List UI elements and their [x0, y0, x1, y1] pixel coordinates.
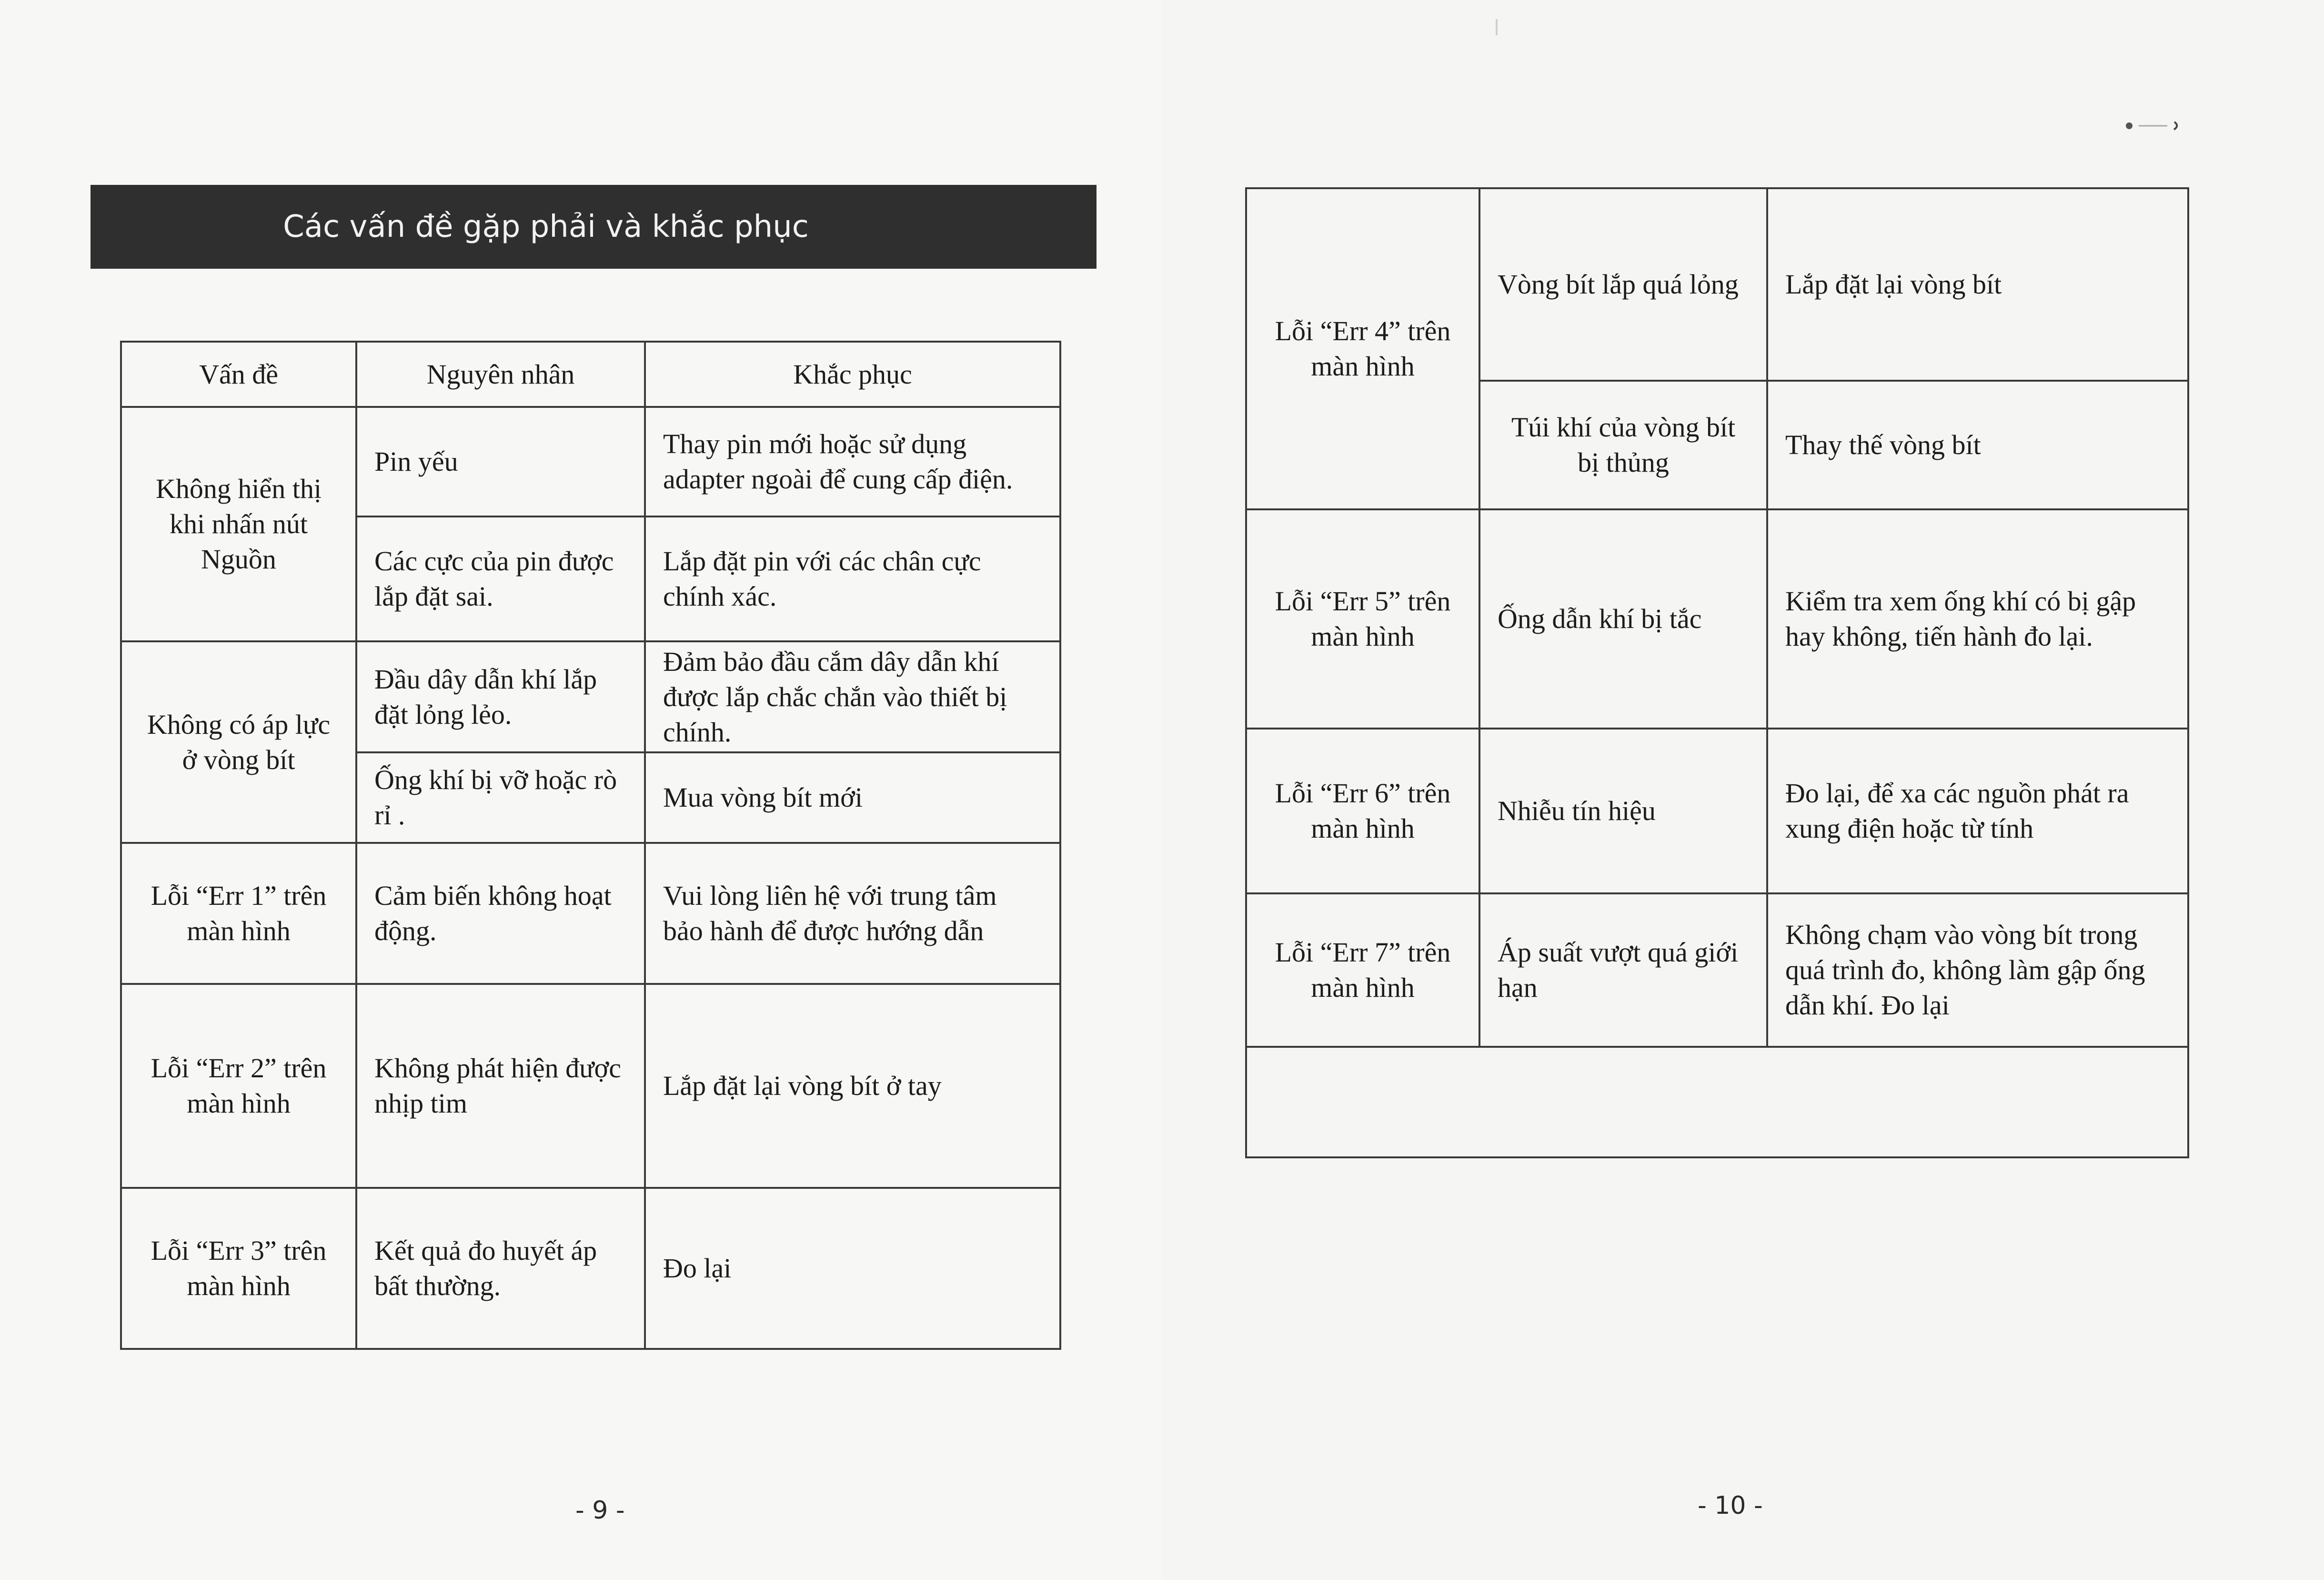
cause-cell: Nhiễu tín hiệu: [1479, 729, 1767, 893]
empty-row: [1246, 1047, 2188, 1157]
table-row: [121, 843, 1060, 984]
troubleshooting-table-right: [1245, 187, 2189, 1158]
cause-cell: Cảm biến không hoạt động.: [356, 843, 645, 984]
cause-cell: Không phát hiện được nhịp tim: [356, 984, 645, 1188]
table-row: [1246, 509, 2188, 729]
page-number-right: - 10 -: [1698, 1491, 1763, 1520]
fix-cell: Đo lại: [645, 1188, 1060, 1349]
column-header-problem: Vấn đề: [121, 342, 356, 407]
page-number-left: - 9 -: [575, 1496, 625, 1525]
cause-cell: Đầu dây dẫn khí lắp đặt lỏng lẻo.: [356, 641, 645, 752]
section-title: Các vấn đề gặp phải và khắc phục: [283, 209, 809, 244]
cause-cell: Ống khí bị vỡ hoặc rò rỉ .: [356, 752, 645, 843]
problem-cell: Không hiển thị khi nhấn nút Nguồn: [121, 407, 356, 641]
cause-cell: Vòng bít lắp quá lỏng: [1479, 188, 1767, 381]
column-header-cause: Nguyên nhân: [356, 342, 645, 407]
table-row: [1246, 729, 2188, 893]
fix-cell: Đảm bảo đầu cắm dây dẫn khí được lắp chắc chắn vào thiết bị chính.: [645, 641, 1060, 752]
table-row: [121, 984, 1060, 1188]
problem-cell: Lỗi “Err 5” trên màn hình: [1246, 509, 1479, 729]
fix-cell: Lắp đặt lại vòng bít ở tay: [645, 984, 1060, 1188]
problem-cell: Lỗi “Err 2” trên màn hình: [121, 984, 356, 1188]
table-header-row: [121, 342, 1060, 407]
fix-cell: Lắp đặt lại vòng bít: [1767, 188, 2188, 381]
fix-cell: Thay pin mới hoặc sử dụng adapter ngoài để cung cấp điện.: [645, 407, 1060, 517]
table-row: [1246, 893, 2188, 1047]
fix-cell: Kiểm tra xem ống khí có bị gập hay không, tiến hành đo lại.: [1767, 509, 2188, 729]
cause-cell: Các cực của pin được lắp đặt sai.: [356, 517, 645, 641]
fix-cell: Không chạm vào vòng bít trong quá trình đo, không làm gập ống dẫn khí. Đo lại: [1767, 893, 2188, 1047]
section-header: [91, 185, 1097, 269]
fix-cell: Vui lòng liên hệ với trung tâm bảo hành để được hướng dẫn: [645, 843, 1060, 984]
fix-cell: Lắp đặt pin với các chân cực chính xác.: [645, 517, 1060, 641]
table-row: [121, 641, 1060, 752]
scan-smudge-icon: [2124, 120, 2182, 131]
fix-cell: Mua vòng bít mới: [645, 752, 1060, 843]
problem-cell: Lỗi “Err 7” trên màn hình: [1246, 893, 1479, 1047]
column-header-fix: Khắc phục: [645, 342, 1060, 407]
fix-cell: Thay thế vòng bít: [1767, 381, 2188, 509]
table-row: [1246, 188, 2188, 381]
table-row: [121, 1188, 1060, 1349]
cause-cell: Kết quả đo huyết áp bất thường.: [356, 1188, 645, 1349]
problem-cell: Lỗi “Err 1” trên màn hình: [121, 843, 356, 984]
problem-cell: Lỗi “Err 4” trên màn hình: [1246, 188, 1479, 509]
scan-mark: [1496, 19, 1498, 35]
empty-cell: [1246, 1047, 2188, 1157]
cause-cell: Ống dẫn khí bị tắc: [1479, 509, 1767, 729]
problem-cell: Lỗi “Err 3” trên màn hình: [121, 1188, 356, 1349]
fix-cell: Đo lại, để xa các nguồn phát ra xung điện hoặc từ tính: [1767, 729, 2188, 893]
cause-cell: Pin yếu: [356, 407, 645, 517]
problem-cell: Không có áp lực ở vòng bít: [121, 641, 356, 843]
problem-cell: Lỗi “Err 6” trên màn hình: [1246, 729, 1479, 893]
cause-cell: Túi khí của vòng bít bị thủng: [1479, 381, 1767, 509]
troubleshooting-table-left: [120, 341, 1061, 1350]
table-row: [121, 407, 1060, 517]
cause-cell: Áp suất vượt quá giới hạn: [1479, 893, 1767, 1047]
